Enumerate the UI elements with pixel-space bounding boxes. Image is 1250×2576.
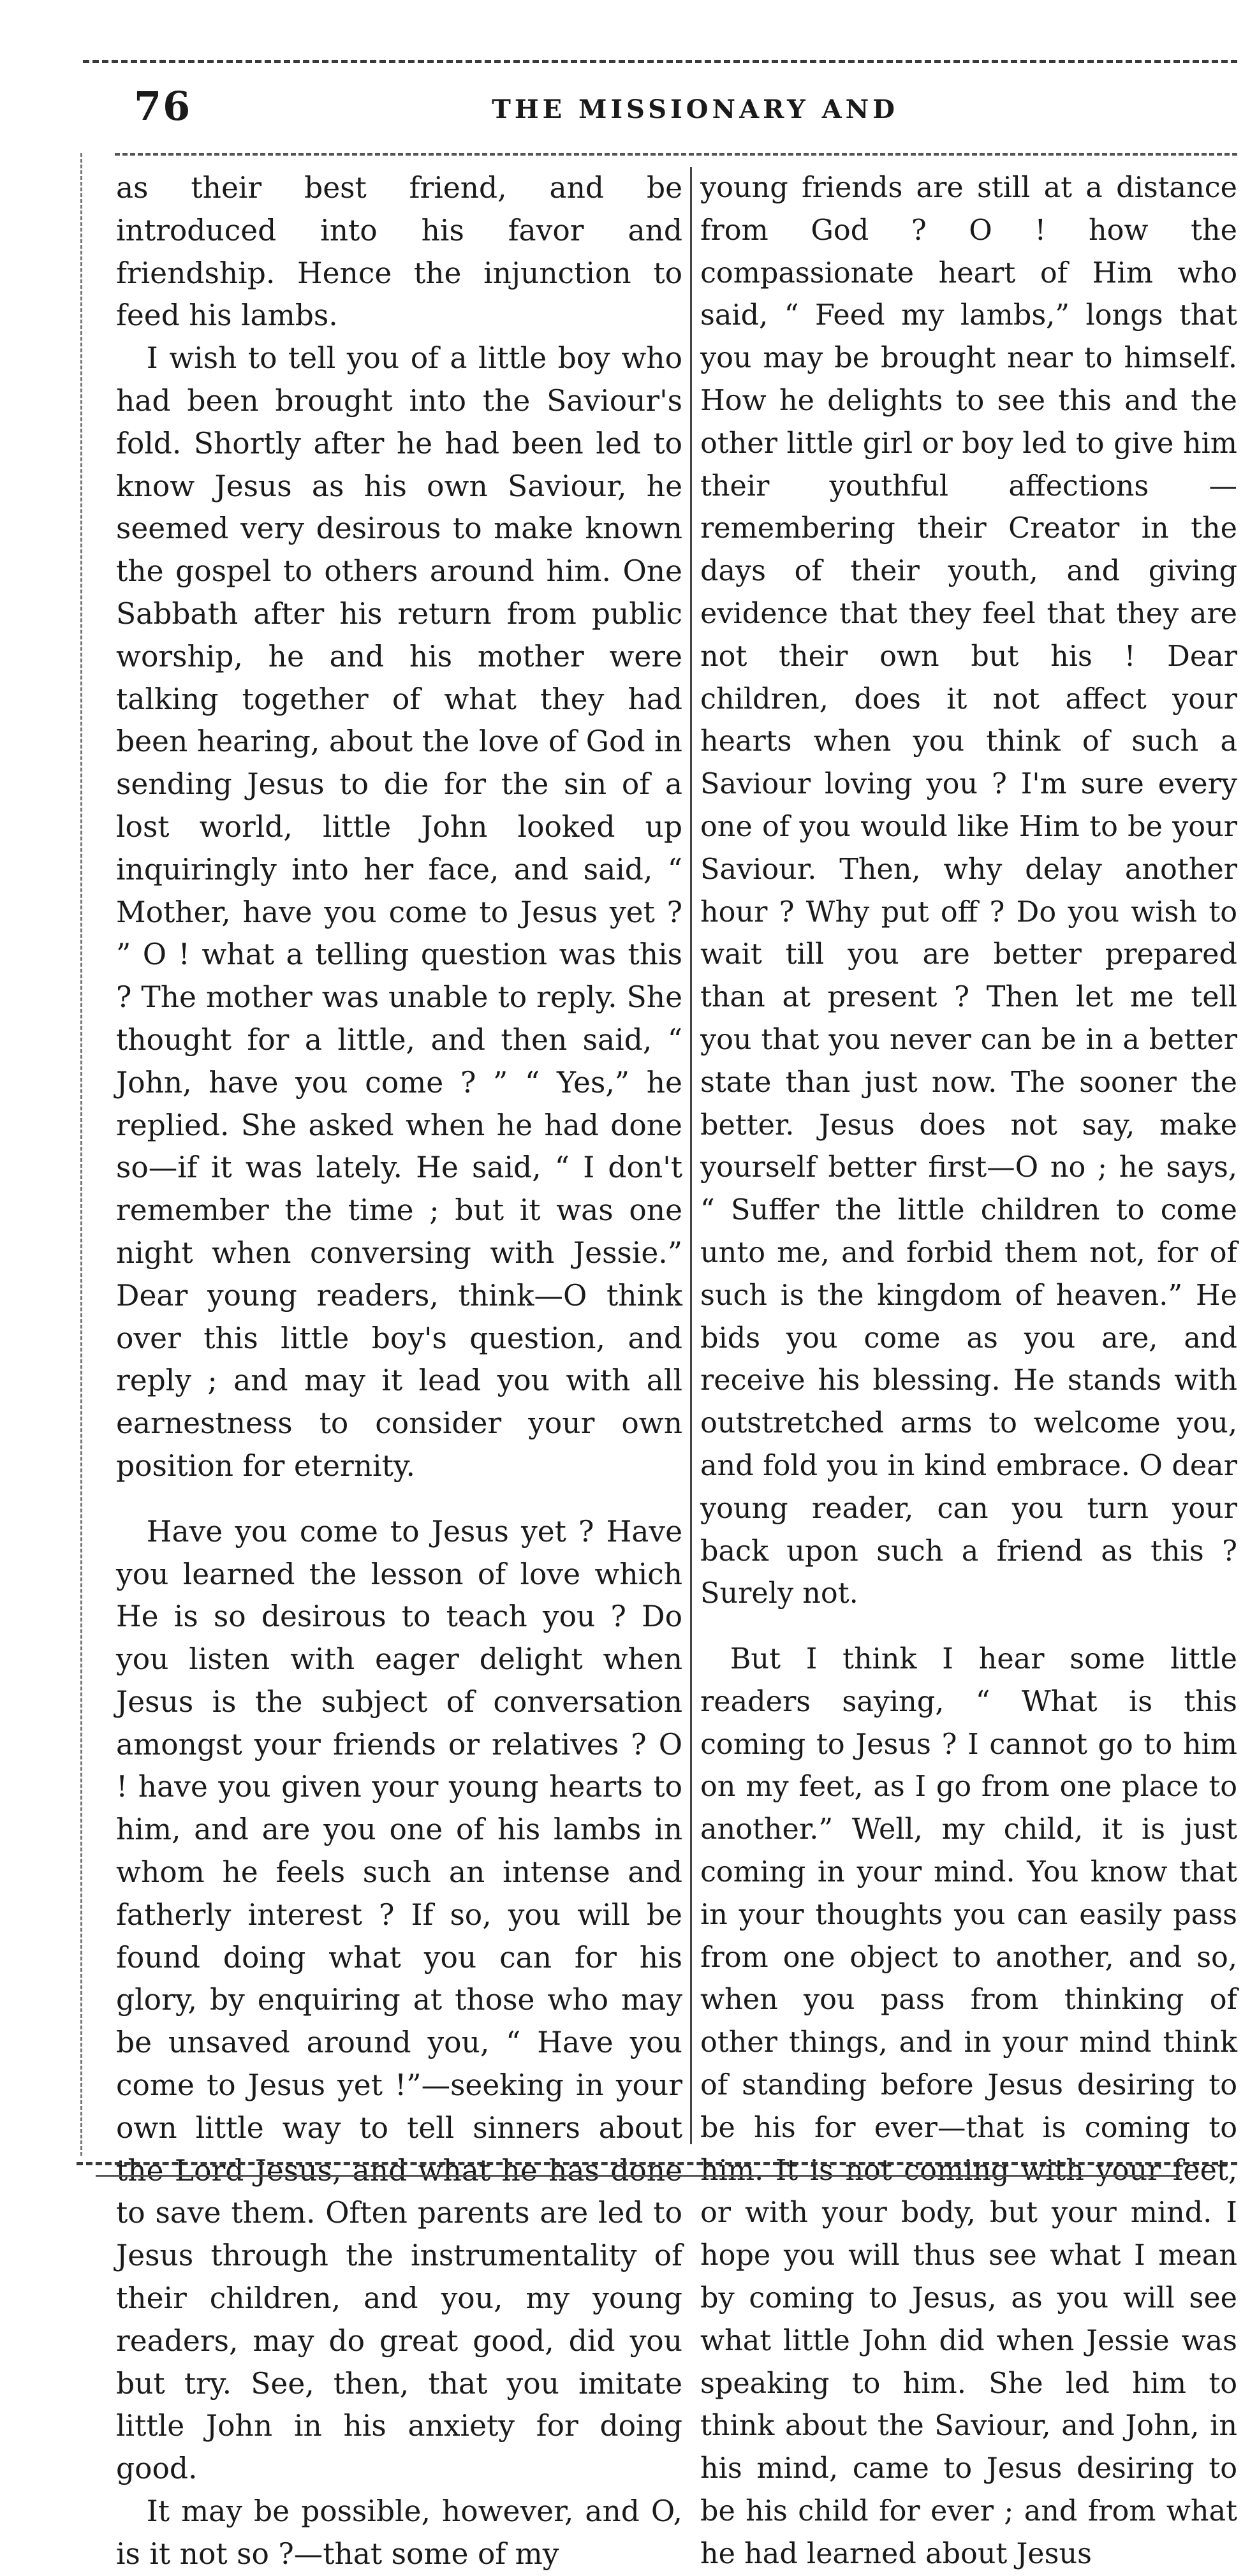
left-margin-rule [80, 153, 82, 2156]
bottom-rule-solid [96, 2175, 1180, 2177]
page-number: 76 [134, 83, 192, 129]
right-column [700, 167, 1237, 2570]
left-column [116, 167, 682, 2571]
top-rule [83, 60, 1237, 63]
bottom-rule [77, 2162, 1237, 2165]
paragraph: It may be possible, however, and O, is it not so ?—that some of my [116, 2494, 682, 2571]
paragraph: But I think I hear some little readers saying, “ What is this coming to Jesus ? I cannot go to him on my feet, as I go from one place to another.” Well, my child, it is just coming in your mind. You know that in your thoughts you can easily pass from one object to another, and so, when you pass from thinking of other things, and in your mind think of standing before Jesus desiring to be his for ever—that is coming to him. It is not coming with your feet, or with your body, but your mind. I hope you will thus see what I mean by coming to Jesus, as you will see what little John did when Jessie was speaking to him. She led him to think about the Saviour, and John, in his mind, came to Jesus desiring to be his child for ever ; and from what he had learned about Jesus [700, 1643, 1237, 2570]
paragraph: as their best friend, and be introduced into his favor and friendship. Hence the injunction to feed his lambs. [116, 171, 682, 333]
paragraph: young friends are still at a distance from God ? O ! how the compassionate heart of Him who said, “ Feed my lambs,” longs that you may be brought near to himself. How he delights to see this and the other little girl or boy led to give him their youthful affections — remembering their Creator in the days of their youth, and giving evidence that they feel that they are not their own but his ! Dear children, does it not affect your hearts when you think of such a Saviour loving you ? I'm sure every one of you would like Him to be your Saviour. Then, why delay another hour ? Why put off ? Do you wish to wait till you are better prepared than at present ? Then let me tell you that you never can be in a better state than just now. The sooner the better. Jesus does not say, make yourself better first—O no ; he says, “ Suffer the little children to come unto me, and forbid them not, for of such is the kingdom of heaven.” He bids you come as you are, and receive his blessing. He stands with outstretched arms to welcome you, and fold you in kind embrace. O dear young reader, can you turn your back upon such a friend as this ? Surely not. [700, 172, 1237, 1610]
paragraph: I wish to tell you of a little boy who had been brought into the Saviour's fold. Shortly after he had been led to know Jesus as his own Saviour, he seemed very desirous to make known the gospel to others around him. One Sabbath after his return from public worship, he and his mother were talking together of what they had been hearing, about the love of God in sending Jesus to die for the sin of a lost world, little John looked up inquiringly into her face, and said, “ Mother, have you come to Jesus yet ? ” O ! what a telling question was this ? The mother was unable to reply. She thought for a little, and then said, “ John, have you come ? ” “ Yes,” he replied. She asked when he had done so—if it was lately. He said, “ I don't remember the time ; but it was one night when conversing with Jessie.” Dear young readers, think—O think over this little boy's question, and reply ; and may it lead you with all earnestness to consider your own position for eternity. [116, 341, 682, 1483]
running-title: THE MISSIONARY AND [492, 94, 899, 124]
header-rule [115, 153, 1237, 156]
paragraph: Have you come to Jesus yet ? Have you learned the lesson of love which He is so desirous to teach you ? Do you listen with eager delight when Jesus is the subject of conversation amongst your friends or relatives ? O ! have you given your young hearts to him, and are you one of his lambs in whom he feels such an intense and fatherly interest ? If so, you will be found doing what you can for his glory, by enquiring at those who may be unsaved around you, “ Have you come to Jesus yet !”—seeking in your own little way to tell sinners about the Lord Jesus, and what he has done to save them. Often parents are led to Jesus through the instrumentality of their children, and you, my young readers, may do great good, did you but try. See, then, that you imitate little John in his anxiety for doing good. [116, 1514, 682, 2486]
column-divider [690, 167, 692, 2144]
